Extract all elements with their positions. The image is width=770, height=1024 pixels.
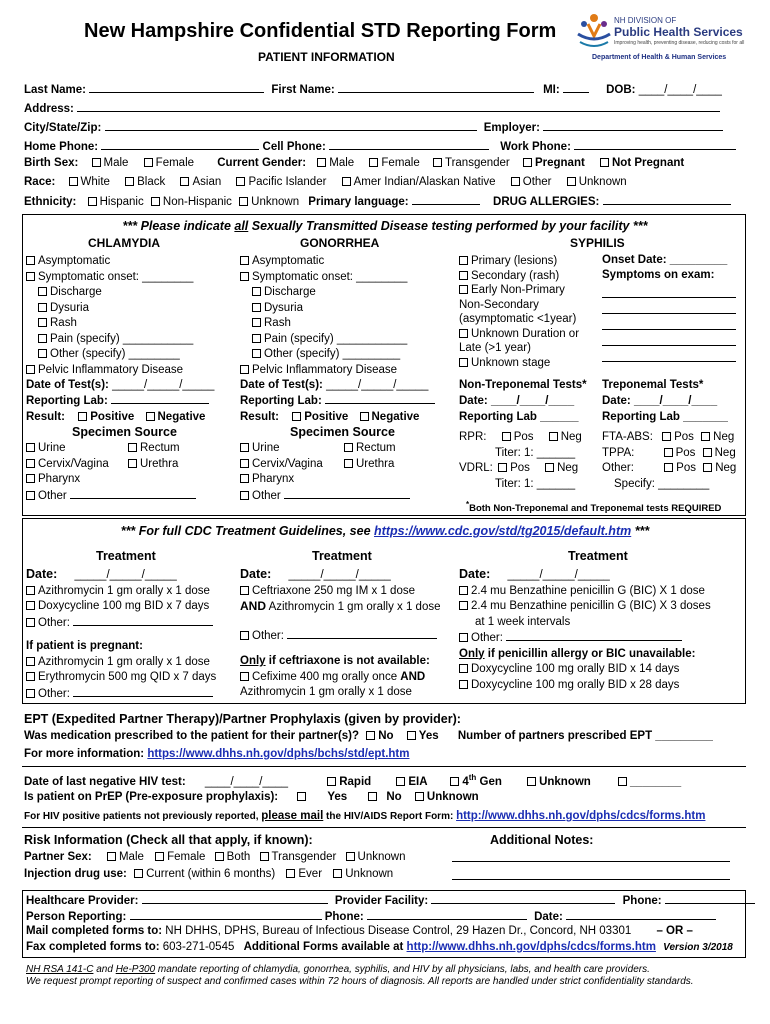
tx2-cefix-checkbox[interactable]: [240, 672, 249, 681]
race-amer-indian-checkbox[interactable]: [342, 177, 351, 186]
ethnicity-non-hispanic-checkbox[interactable]: [151, 197, 160, 206]
tx1-preg-other-checkbox[interactable]: [26, 689, 35, 698]
gender-male-label: Male: [329, 157, 355, 169]
gon-positive-checkbox[interactable]: [292, 412, 301, 421]
city-field[interactable]: [105, 120, 477, 131]
form-title: New Hampshire Confidential STD Reporting Form: [84, 20, 557, 42]
legal-line-2: We request prompt reporting of suspect and confirmed cases within 72 hours of diagnosis. All reports are handled under strict confidentiality standards.: [26, 976, 694, 987]
legal-line-1: NH RSA 141-C and He-P300 mandate reporting of chlamydia, gonorrhea, syphilis, and HIV by all physicians, labs, and health care providers.: [26, 964, 650, 975]
facility-field[interactable]: [431, 893, 615, 904]
person-field[interactable]: [130, 909, 322, 920]
gonorrhea-results: Date of Test(s): _____/_____/_____ Reporting Lab: Result: Positive Negative: [240, 377, 435, 425]
hiv-report-form-link[interactable]: http://www.dhhs.nh.gov/dphs/cdcs/forms.htm: [456, 810, 706, 822]
chl-negative-checkbox[interactable]: [146, 412, 155, 421]
race-label: Race:: [24, 176, 56, 188]
race-pacific-checkbox[interactable]: [236, 177, 245, 186]
pregnant-label: Pregnant: [534, 157, 585, 169]
syph-secondary-checkbox[interactable]: [459, 271, 468, 280]
tx3-bic1-checkbox[interactable]: [459, 586, 468, 595]
hiv-unknown-checkbox[interactable]: [527, 777, 536, 786]
logo-org2: Public Health Services: [614, 25, 743, 39]
race-black-checkbox[interactable]: [125, 177, 134, 186]
gon-pid-checkbox[interactable]: [240, 365, 249, 374]
language-field[interactable]: [412, 194, 480, 205]
gon-urine-checkbox[interactable]: [240, 443, 249, 452]
partner-male-checkbox[interactable]: [107, 852, 116, 861]
gender-transgender-checkbox[interactable]: [433, 158, 442, 167]
tx3-doxy14-checkbox[interactable]: [459, 664, 468, 673]
provider-field[interactable]: [142, 893, 328, 904]
chl-positive-checkbox[interactable]: [78, 412, 87, 421]
gon-symptomatic-checkbox[interactable]: [240, 272, 249, 281]
hiv-test-row: Date of last negative HIV test: ____/____/____ Rapid EIA 4th Gen Unknown ________: [24, 773, 682, 788]
prep-row: Is patient on PrEP (Pre-exposure prophylaxis): Yes No Unknown: [24, 791, 479, 803]
tx3-other-field[interactable]: [506, 630, 682, 641]
ept-title: EPT (Expedited Partner Therapy)/Partner Prophylaxis (given by provider):: [24, 712, 461, 726]
logo-tagline: Improving health, preventing disease, reducing costs for all: [614, 40, 745, 46]
divider-2: [22, 827, 746, 828]
reporting-date-field[interactable]: [566, 909, 716, 920]
cdc-guidelines-link[interactable]: https://www.cdc.gov/std/tg2015/default.htm: [374, 524, 632, 538]
partner-both-checkbox[interactable]: [215, 852, 224, 861]
chl-specimen-title: Specimen Source: [72, 425, 177, 439]
syph-rpr-vdrl: RPR: Pos Neg Titer: 1: ______ VDRL: Pos Neg Titer: 1: ______: [459, 431, 582, 490]
treatment-heading-1: Treatment: [96, 549, 156, 563]
chl-discharge-checkbox[interactable]: [38, 287, 47, 296]
address-field[interactable]: [77, 101, 720, 112]
city-label: City/State/Zip:: [24, 122, 102, 134]
allergies-field[interactable]: [603, 194, 731, 205]
tx1-doxy-checkbox[interactable]: [26, 601, 35, 610]
injection-row: Injection drug use: Current (within 6 months) Ever Unknown: [24, 868, 394, 880]
gender-female-label: Female: [381, 157, 420, 169]
gonorrhea-symptoms: Asymptomatic Symptomatic onset: ________ Discharge Dysuria Rash Pain (specify) ___________ Other (specify) _________ Pelvic Inflammatory Disease: [240, 254, 407, 378]
chl-pain-checkbox[interactable]: [38, 334, 47, 343]
hiv-date-field[interactable]: ____/____/____: [204, 775, 289, 788]
hiv-other-checkbox[interactable]: [618, 777, 627, 786]
treatment-banner: *** For full CDC Treatment Guidelines, see https://www.cdc.gov/std/tg2015/default.htm ***: [120, 524, 650, 538]
work-phone-field[interactable]: [574, 139, 736, 150]
tx1-ery-checkbox[interactable]: [26, 672, 35, 681]
hiv-4gen-checkbox[interactable]: [450, 777, 459, 786]
race-pacific-label: Pacific Islander: [248, 176, 327, 188]
ept-yes-checkbox[interactable]: [407, 731, 416, 740]
ethnicity-label: Ethnicity:: [24, 196, 77, 208]
race-asian-label: Asian: [192, 176, 222, 188]
ept-question-row: Was medication prescribed to the patient for their partner(s)? No Yes Number of partners prescribed EPT _________: [24, 730, 713, 742]
syphilis-stages: Primary (lesions) Secondary (rash) Early Non-Primary Non-Secondary (asymptomatic <1year) Unknown Duration or Late (>1 year) Unknown stage: [459, 255, 580, 369]
gon-rectum-checkbox[interactable]: [344, 443, 353, 452]
injection-unknown-checkbox[interactable]: [333, 869, 342, 878]
hiv-rapid-checkbox[interactable]: [327, 777, 336, 786]
testing-banner: *** Please indicate all Sexually Transmitted Disease testing performed by your facility ***: [122, 219, 648, 233]
syph-note: *Both Non-Treponemal and Treponemal tests REQUIRED: [466, 500, 722, 515]
gon-rash-checkbox[interactable]: [252, 318, 261, 327]
other-neg-checkbox[interactable]: [703, 463, 712, 472]
syph-unknown-stage-checkbox[interactable]: [459, 358, 468, 367]
rpr-pos-checkbox[interactable]: [502, 432, 511, 441]
cell-phone-field[interactable]: [329, 139, 489, 150]
reporting-row: Person Reporting: Phone: Date:: [26, 909, 716, 923]
race-asian-checkbox[interactable]: [180, 177, 189, 186]
chlamydia-title: CHLAMYDIA: [88, 236, 160, 250]
rpr-neg-checkbox[interactable]: [549, 432, 558, 441]
employer-label: Employer:: [483, 122, 540, 134]
mi-field[interactable]: [563, 82, 589, 93]
prep-no-checkbox[interactable]: [368, 792, 377, 801]
mi-label: MI:: [543, 84, 560, 96]
section-patient-info: PATIENT INFORMATION: [258, 50, 395, 64]
chl-urine-checkbox[interactable]: [26, 443, 35, 452]
syph-trep: Treponemal Tests* Date: ____/____/____ Reporting Lab _______: [602, 379, 728, 423]
home-phone-field[interactable]: [101, 139, 259, 150]
syph-nontrep: Non-Treponemal Tests* Date: ____/____/____ Reporting Lab ______: [459, 379, 587, 423]
gender-transgender-label: Transgender: [444, 157, 510, 169]
ethnicity-hispanic-checkbox[interactable]: [88, 197, 97, 206]
tppa-pos-checkbox[interactable]: [664, 448, 673, 457]
chl-other-source-checkbox[interactable]: [26, 491, 35, 500]
syph-symptoms-label: Symptoms on exam:: [602, 269, 715, 281]
chlamydia-symptoms: Asymptomatic Symptomatic onset: ________ Discharge Dysuria Rash Pain (specify) ___________ Other (specify) ________ Pelvic Inflammatory Disease: [26, 254, 193, 378]
ethnicity-unknown-label: Unknown: [251, 196, 300, 208]
gon-pain-checkbox[interactable]: [252, 334, 261, 343]
syph-primary-checkbox[interactable]: [459, 256, 468, 265]
ethnicity-hispanic-label: Hispanic: [99, 196, 144, 208]
tx3-doxy28-checkbox[interactable]: [459, 680, 468, 689]
last-name-label: Last Name:: [24, 84, 86, 96]
ethnicity-unknown-checkbox[interactable]: [239, 197, 248, 206]
birth-sex-male-label: Male: [103, 157, 129, 169]
tx3-other-checkbox[interactable]: [459, 633, 468, 642]
tx3-bic3-checkbox[interactable]: [459, 601, 468, 610]
partner-sex-row: Partner Sex: Male Female Both Transgender Unknown: [24, 851, 406, 863]
allergies-label: DRUG ALLERGIES:: [493, 196, 600, 208]
tppa-neg-checkbox[interactable]: [703, 448, 712, 457]
chl-other-source-field[interactable]: [70, 488, 196, 499]
hiv-eia-checkbox[interactable]: [396, 777, 405, 786]
tx1-preg-other-field[interactable]: [73, 686, 213, 697]
partner-female-checkbox[interactable]: [155, 852, 164, 861]
chl-cervix-checkbox[interactable]: [26, 459, 35, 468]
injection-current-checkbox[interactable]: [134, 869, 143, 878]
race-black-label: Black: [137, 176, 166, 188]
pregnant-checkbox[interactable]: [523, 158, 532, 167]
race-unknown-checkbox[interactable]: [567, 177, 576, 186]
treatment-col-1: Date: _____/_____/_____ Azithromycin 1 gm orally x 1 dose Doxycycline 100 mg BID x 7 days Other: If patient is pregnant: Azithromycin 1 gm orally x 1 dose Erythromycin 500 mg QID x 7 days Other:: [26, 567, 217, 700]
first-name-field[interactable]: [338, 82, 534, 93]
fta-neg-checkbox[interactable]: [701, 432, 710, 441]
gon-specimen-title: Specimen Source: [290, 425, 395, 439]
fta-pos-checkbox[interactable]: [662, 432, 671, 441]
prep-unknown-checkbox[interactable]: [415, 792, 424, 801]
language-label: Primary language:: [308, 196, 409, 208]
prep-yes-checkbox[interactable]: [297, 792, 306, 801]
chl-pid-checkbox[interactable]: [26, 365, 35, 374]
gon-pharynx-checkbox[interactable]: [240, 474, 249, 483]
chl-asymptomatic-checkbox[interactable]: [26, 256, 35, 265]
chl-rash-checkbox[interactable]: [38, 318, 47, 327]
tx2-ceft-checkbox[interactable]: [240, 586, 249, 595]
race-white-label: White: [80, 176, 110, 188]
ept-partners: Number of partners prescribed EPT _________: [457, 730, 713, 742]
address-label: Address:: [24, 103, 74, 115]
birth-sex-female-checkbox[interactable]: [144, 158, 153, 167]
treatment-heading-3: Treatment: [568, 549, 628, 563]
chl-lab-field[interactable]: [111, 393, 209, 404]
syphilis-title: SYPHILIS: [570, 236, 625, 250]
gon-negative-checkbox[interactable]: [360, 412, 369, 421]
tx1-other-checkbox[interactable]: [26, 618, 35, 627]
home-phone-label: Home Phone:: [24, 141, 99, 153]
employer-field[interactable]: [543, 120, 723, 131]
people-logo-icon: [574, 10, 614, 54]
gonorrhea-title: GONORRHEA: [300, 236, 380, 250]
race-unknown-label: Unknown: [578, 176, 627, 188]
treatment-col-3: Date: _____/_____/_____ 2.4 mu Benzathine penicillin G (BIC) X 1 dose 2.4 mu Benzathine penicillin G (BIC) X 3 doses at 1 week intervals Other: Only if penicillin allergy or BIC unavailable: Doxycycline 100 mg orally BID x 14 days Doxycycline 100 mg orally BID x 28 days: [459, 567, 711, 691]
chl-other-checkbox[interactable]: [38, 349, 47, 358]
ept-no-checkbox[interactable]: [366, 731, 375, 740]
last-name-field[interactable]: [89, 82, 264, 93]
race-white-checkbox[interactable]: [69, 177, 78, 186]
gon-specimen-list: Urine Rectum Cervix/Vagina Urethra Pharynx Other: [240, 441, 410, 504]
birth-sex-label: Birth Sex:: [24, 157, 79, 169]
tx2-other-checkbox[interactable]: [240, 631, 249, 640]
gon-cervix-checkbox[interactable]: [240, 459, 249, 468]
vdrl-pos-checkbox[interactable]: [498, 463, 507, 472]
not-pregnant-label: Not Pregnant: [612, 157, 685, 169]
patient-name-row: [24, 82, 722, 96]
gender-female-checkbox[interactable]: [369, 158, 378, 167]
cell-phone-label: Cell Phone:: [262, 141, 326, 153]
chl-pharynx-checkbox[interactable]: [26, 474, 35, 483]
other-pos-checkbox[interactable]: [664, 463, 673, 472]
gon-discharge-checkbox[interactable]: [252, 287, 261, 296]
race-other-checkbox[interactable]: [511, 177, 520, 186]
ethnicity-non-hispanic-label: Non-Hispanic: [162, 196, 232, 208]
dob-field[interactable]: ____/____/____: [638, 84, 722, 96]
chl-rectum-checkbox[interactable]: [128, 443, 137, 452]
mail-row: Mail completed forms to: NH DHHS, DPHS, Bureau of Infectious Disease Control, 29 Hazen Dr., Concord, NH 03301 – OR –: [26, 925, 693, 937]
ept-link[interactable]: https://www.dhhs.nh.gov/dphs/bchs/std/ept.htm: [147, 748, 410, 760]
partner-transgender-checkbox[interactable]: [260, 852, 269, 861]
gon-other-source-field[interactable]: [284, 488, 410, 499]
gon-urethra-checkbox[interactable]: [344, 459, 353, 468]
race-other-label: Other: [522, 176, 552, 188]
current-gender-label: Current Gender:: [217, 157, 307, 169]
gon-lab-field[interactable]: [325, 393, 435, 404]
treatment-heading-2: Treatment: [312, 549, 372, 563]
syph-early-checkbox[interactable]: [459, 285, 468, 294]
reporting-phone-field[interactable]: [367, 909, 527, 920]
chl-dysuria-checkbox[interactable]: [38, 303, 47, 312]
provider-row: Healthcare Provider: Provider Facility: Phone:: [26, 893, 755, 907]
birth-sex-female-label: Female: [155, 157, 195, 169]
tx1-azith-checkbox[interactable]: [26, 586, 35, 595]
gon-asymptomatic-checkbox[interactable]: [240, 256, 249, 265]
hiv-positive-note: For HIV positive patients not previously reported, please mail the HIV/AIDS Report Form: http://www.dhhs.nh.gov/dphs/cdcs/forms.htm: [24, 810, 706, 822]
fax-row: Fax completed forms to: 603-271-0545 Additional Forms available at http://www.dhhs.nh.gov/dphs/cdcs/forms.htm Version 3/2018: [26, 941, 733, 953]
syph-fta-tppa: FTA-ABS: Pos Neg TPPA: Pos Neg Other: Pos Neg Specify: ________: [602, 431, 737, 490]
birth-sex-male-checkbox[interactable]: [92, 158, 101, 167]
additional-notes-label: Additional Notes:: [490, 833, 594, 847]
injection-ever-checkbox[interactable]: [286, 869, 295, 878]
dob-label: DOB:: [606, 84, 636, 96]
risk-title: Risk Information (Check all that apply, if known):: [24, 833, 313, 847]
gon-other-checkbox[interactable]: [252, 349, 261, 358]
work-phone-label: Work Phone:: [500, 141, 571, 153]
divider-1: [22, 766, 746, 767]
notes-line-1[interactable]: [452, 851, 730, 862]
syph-symptoms-lines[interactable]: [602, 287, 736, 362]
not-pregnant-checkbox[interactable]: [600, 158, 609, 167]
partner-unknown-checkbox[interactable]: [346, 852, 355, 861]
nh-dphs-logo: [574, 10, 744, 66]
forms-link[interactable]: http://www.dhhs.nh.gov/dphs/cdcs/forms.htm: [406, 941, 656, 953]
provider-phone-field[interactable]: [665, 893, 755, 904]
gon-dysuria-checkbox[interactable]: [252, 303, 261, 312]
tx2-other-field[interactable]: [287, 628, 437, 639]
logo-dept: Department of Health & Human Services: [592, 54, 727, 61]
race-amer-indian-label: Amer Indian/Alaskan Native: [353, 176, 496, 188]
chl-urethra-checkbox[interactable]: [128, 459, 137, 468]
chlamydia-results: Date of Test(s): _____/_____/_____ Reporting Lab: Result: Positive Negative: [26, 379, 215, 423]
tx1-other-field[interactable]: [73, 615, 213, 626]
gon-other-source-checkbox[interactable]: [240, 491, 249, 500]
gender-male-checkbox[interactable]: [317, 158, 326, 167]
logo-org1: NH DIVISION OF: [614, 16, 677, 25]
chl-specimen-list: Urine Rectum Cervix/Vagina Urethra Pharynx Other: [26, 441, 196, 504]
syph-onset-date: Onset Date: _________: [602, 254, 728, 266]
first-name-label: First Name:: [271, 84, 335, 96]
syph-unknown-duration-checkbox[interactable]: [459, 329, 468, 338]
tx1-preg-azith-checkbox[interactable]: [26, 657, 35, 666]
treatment-col-2: Date: _____/_____/_____ Ceftriaxone 250 mg IM x 1 dose AND Azithromycin 1 gm orally x 1 dose Other: Only if ceftriaxone is not available: Cefixime 400 mg orally once AND Azithromycin 1 gm orally x 1 dose: [240, 567, 441, 698]
chl-symptomatic-checkbox[interactable]: [26, 272, 35, 281]
ept-more-label: For more information:: [24, 748, 145, 760]
vdrl-neg-checkbox[interactable]: [545, 463, 554, 472]
notes-line-2[interactable]: [452, 869, 730, 880]
